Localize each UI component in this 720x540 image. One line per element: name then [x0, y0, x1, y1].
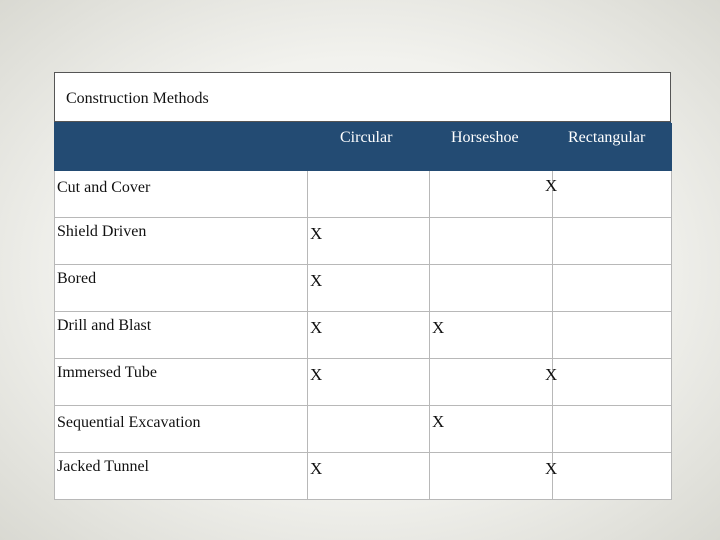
table-row: [55, 265, 672, 312]
shape-rectangular-cell: [553, 312, 672, 359]
table-row: [55, 406, 672, 453]
table-row: [55, 453, 672, 500]
method-cell: [55, 312, 308, 359]
header-blank-cell: [55, 124, 308, 171]
shape-horseshoe-cell: [430, 312, 553, 359]
column-header-horseshoe: [430, 124, 553, 171]
method-label: Shield Driven: [57, 223, 147, 240]
shape-circular-cell: [308, 218, 430, 265]
method-label: Immersed Tube: [57, 364, 157, 381]
method-label: Bored: [57, 270, 97, 287]
suitability-mark: X: [432, 412, 445, 431]
shape-circular-cell: [308, 359, 430, 406]
shape-rectangular-cell: [553, 265, 672, 312]
shape-horseshoe-cell: [430, 406, 553, 453]
construction-methods-table: [54, 123, 672, 500]
shape-circular-cell: [308, 171, 430, 218]
shape-rectangular-cell: [553, 406, 672, 453]
table-row: [55, 312, 672, 359]
suitability-mark: X: [310, 365, 323, 384]
table-title: Construction Methods: [66, 90, 209, 107]
table-row: [55, 171, 672, 218]
suitability-mark: X: [310, 224, 323, 243]
method-label: Cut and Cover: [57, 179, 151, 196]
method-cell: [55, 265, 308, 312]
method-label: Jacked Tunnel: [57, 458, 149, 475]
column-header-rectangular: [553, 124, 672, 171]
method-cell: [55, 453, 308, 500]
suitability-mark: X: [310, 459, 323, 478]
suitability-mark: X: [545, 365, 558, 384]
method-label: Sequential Excavation: [57, 414, 201, 431]
suitability-mark: X: [432, 318, 445, 337]
shape-rectangular-cell: [545, 359, 672, 406]
column-header-circular: [308, 124, 430, 171]
suitability-mark: X: [310, 318, 323, 337]
suitability-mark: X: [545, 459, 558, 478]
shape-rectangular-cell: [545, 171, 672, 218]
shape-horseshoe-cell: [430, 218, 553, 265]
shape-circular-cell: [308, 406, 430, 453]
column-header-rectangular-label: Rectangular: [568, 129, 646, 146]
table-row: [55, 359, 672, 406]
shape-circular-cell: [308, 453, 430, 500]
method-cell: [55, 218, 308, 265]
table-title-box: [54, 72, 671, 122]
method-cell: [55, 359, 308, 406]
shape-horseshoe-cell: [430, 265, 553, 312]
column-header-horseshoe-label: Horseshoe: [451, 129, 519, 146]
shape-circular-cell: [308, 265, 430, 312]
suitability-mark: X: [545, 176, 558, 195]
shape-horseshoe-cell: [430, 453, 553, 500]
column-header-circular-label: Circular: [340, 129, 393, 146]
header-row: [55, 124, 672, 171]
method-cell: [55, 406, 308, 453]
shape-horseshoe-cell: [430, 359, 553, 406]
method-label: Drill and Blast: [57, 317, 152, 334]
shape-circular-cell: [308, 312, 430, 359]
shape-horseshoe-cell: [430, 171, 553, 218]
shape-rectangular-cell: [545, 453, 672, 500]
table-row: [55, 218, 672, 265]
suitability-mark: X: [310, 271, 323, 290]
method-cell: [55, 171, 308, 218]
shape-rectangular-cell: [553, 218, 672, 265]
